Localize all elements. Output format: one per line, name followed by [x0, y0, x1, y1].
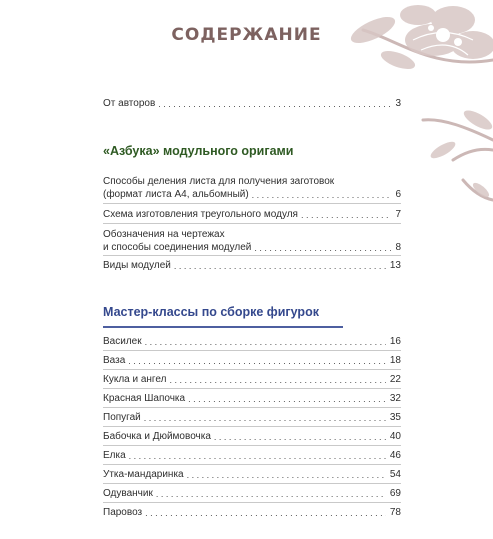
section-heading-azbuka: «Азбука» модульного оригами [103, 144, 294, 158]
toc-entry[interactable] [103, 354, 401, 367]
divider [103, 350, 401, 351]
toc-entry[interactable] [103, 392, 401, 405]
leader-dots [254, 242, 391, 254]
toc-entry-page: 16 [389, 336, 401, 347]
leader-dots [156, 488, 386, 500]
divider [103, 223, 401, 224]
toc-entry-label: Обозначения на чертежах [103, 229, 225, 240]
toc-entry-label: Красная Шапочка [103, 393, 186, 404]
toc-entry[interactable] [103, 468, 401, 481]
divider [103, 203, 401, 204]
toc-entry-label: Василек [103, 336, 142, 347]
divider [103, 502, 401, 503]
toc-entry[interactable] [103, 430, 401, 443]
page-title: СОДЕРЖАНИЕ [171, 25, 322, 45]
toc-entry[interactable] [103, 449, 401, 462]
divider [103, 255, 401, 256]
toc-entry-page: 8 [395, 242, 401, 253]
toc-entry[interactable] [103, 506, 401, 519]
toc-entry-label: Елка [103, 450, 126, 461]
toc-entry[interactable] [103, 259, 401, 272]
divider [103, 369, 401, 370]
toc-entry-label: Ваза [103, 355, 126, 366]
divider [103, 483, 401, 484]
section-heading-master-classes: Мастер-классы по сборке фигурок [103, 305, 319, 319]
leader-dots [188, 393, 386, 405]
toc-entry-page: 18 [389, 355, 401, 366]
leader-dots [187, 469, 386, 481]
toc-entry-page: 32 [389, 393, 401, 404]
toc-entry-page: 6 [395, 189, 401, 200]
leader-dots [129, 450, 386, 462]
toc-entry-page: 78 [389, 507, 401, 518]
leader-dots [252, 189, 392, 201]
divider [103, 445, 401, 446]
divider [103, 407, 401, 408]
toc-entry-label-cont: (формат листа А4, альбомный) [103, 189, 249, 200]
toc-entry-label: Схема изготовления треугольного модуля [103, 209, 298, 220]
divider [103, 388, 401, 389]
toc-entry-label: Виды модулей [103, 260, 171, 271]
leader-dots [144, 412, 386, 424]
divider [103, 426, 401, 427]
toc-entry-page: 46 [389, 450, 401, 461]
toc-entry-label: Бабочка и Дюймовочка [103, 431, 211, 442]
toc-entry[interactable] [103, 228, 401, 254]
leader-dots [214, 431, 386, 443]
section-underline [103, 326, 343, 328]
leader-dots [128, 355, 386, 367]
toc-entry[interactable] [103, 411, 401, 424]
toc-entry-label: Попугай [103, 412, 141, 423]
leader-dots [145, 336, 386, 348]
toc-entry-page: 69 [389, 488, 401, 499]
toc-entry-page: 13 [389, 260, 401, 271]
toc-entry-label: Кукла и ангел [103, 374, 167, 385]
toc-entry-intro[interactable] [103, 97, 401, 110]
toc-entry-label: От авторов [103, 98, 156, 109]
toc-entry-label: Одуванчик [103, 488, 153, 499]
toc-entry-page: 7 [395, 209, 401, 220]
toc-entry-page: 40 [389, 431, 401, 442]
toc-entry-page: 35 [389, 412, 401, 423]
toc-entry-label: Утка-мандаринка [103, 469, 184, 480]
toc-entry-label-cont: и способы соединения модулей [103, 242, 252, 253]
divider [103, 464, 401, 465]
toc-entry[interactable] [103, 487, 401, 500]
toc-entry[interactable] [103, 208, 401, 221]
toc-entry-page: 22 [389, 374, 401, 385]
toc-entry-label: Паровоз [103, 507, 143, 518]
leader-dots [301, 209, 391, 221]
toc-entry[interactable] [103, 373, 401, 386]
leader-dots [145, 507, 386, 519]
leader-dots [169, 374, 385, 386]
toc-entry-page: 3 [395, 98, 401, 109]
toc-entry[interactable] [103, 335, 401, 348]
leader-dots [158, 98, 391, 110]
toc-entry-label: Способы деления листа для получения заготовок [103, 176, 335, 187]
toc-entry[interactable] [103, 175, 401, 201]
leader-dots [174, 260, 386, 272]
toc-entry-page: 54 [389, 469, 401, 480]
